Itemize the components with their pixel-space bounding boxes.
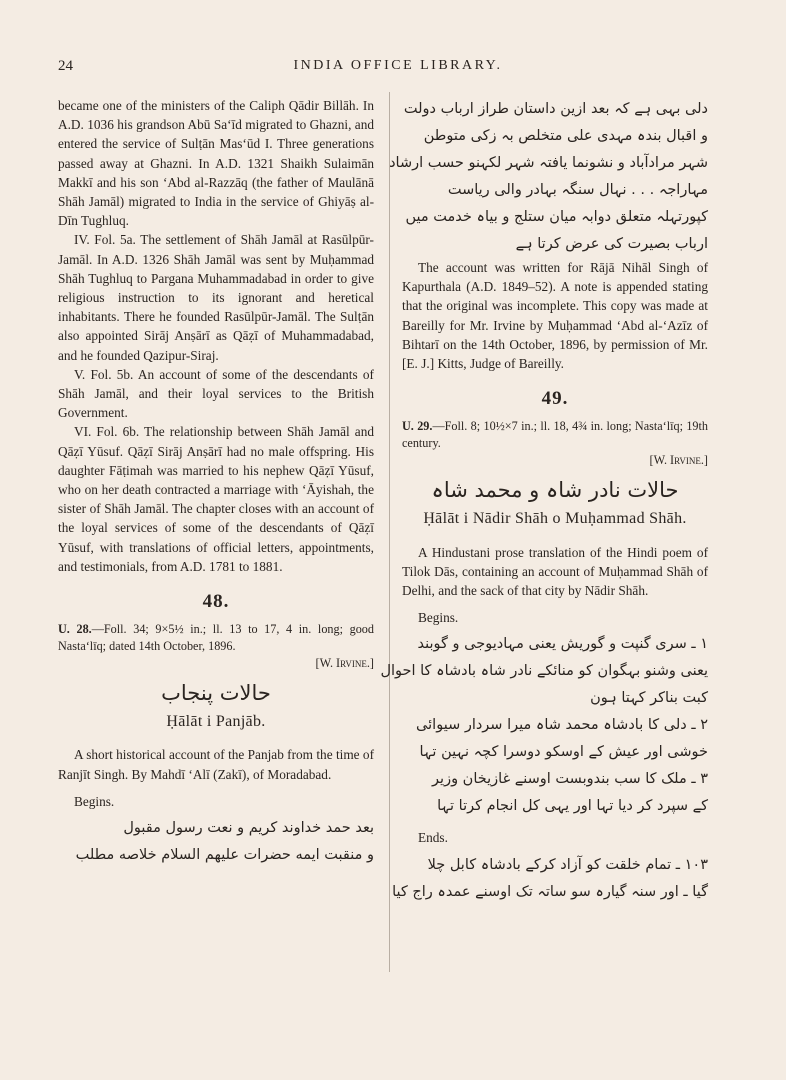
column-divider (389, 92, 390, 972)
physical-description: —Foll. 8; 10½×7 in.; ll. 18, 4¾ in. long; Nasta‘līq; 19th century. (402, 419, 708, 451)
begins-label: Begins. (418, 610, 459, 626)
entry-number: 48. (202, 591, 230, 613)
urdu-line: مہاراجہ . . . نہال سنگہ بہادر والی ریاست (447, 182, 708, 198)
shelfmark: U. 29. (402, 419, 433, 434)
urdu-line: شہر مرادآباد و نشونما یافتہ شہر لکہنو حسب ارشاد (389, 155, 708, 171)
urdu-line: کے سپرد کر دیا تہا اور یہی کل انجام کرتا تہا (437, 798, 708, 815)
left-column (58, 96, 374, 869)
paragraph-fol-5b: V. Fol. 5b. An account of some of the descendants of Shāh Jamāl, and their loyal services to the British Government. (58, 366, 374, 421)
running-title: INDIA OFFICE LIBRARY. (293, 58, 503, 73)
arabic-title: حالات پنجاب (161, 681, 271, 706)
ends-text (392, 852, 708, 906)
urdu-line: ۱ ـ سری گنپت و گوریش یعنی مہادیوجی و گوبند (417, 636, 708, 653)
urdu-line: ۳ ـ ملک کا سب بندوبست اوسنے غازیخان وزیر (432, 771, 708, 788)
entry-number: 49. (541, 388, 569, 410)
entry-48 (58, 592, 374, 869)
attribution: [W. Irvine.] (315, 656, 374, 671)
urdu-continuation (389, 96, 708, 258)
entry-meta (402, 418, 708, 452)
entry-description: A Hindustani prose translation of the Hindi poem of Tilok Dās, containing an account of Muḥammad Shāh of Delhi, and the sack of that city by Nādir Shāh. (402, 544, 708, 599)
urdu-line: و منقبت ایمه حضرات علیهم السلام خلاصه مطلب (75, 847, 374, 864)
urdu-line: ارباب بصیرت کی عرض کرتا ہے (515, 236, 708, 252)
entry-description: A short historical account of the Panjab from the time of Ranjīt Singh. By Mahdī ‘Alī (Zakī), of Moradabad. (58, 747, 374, 782)
urdu-line: کپورتہلہ متعلق دوابہ میان ستلج و بیاہ خدمت میں (405, 209, 708, 225)
begins-text (58, 815, 374, 869)
entry-title: Ḥālāt i Panjāb. (166, 713, 266, 731)
urdu-line: خوشی اور عیش کے اوسکو دوسرا کچہ نہین تہا (419, 744, 708, 761)
paragraph-fol-6b: VI. Fol. 6b. The relationship between Shāh Jamāl and Qāẓī Yūsuf. Qāẓī Sirāj Anṣārī had no male offspring. His daughter Fāṭimah was married to his nephew Qāẓī Yūsuf, who on her death contracted a marriage with ‘Āyishah, the sister of Shāh Jamāl. The chapter closes with an account of the loyal services of some of the descendants of Qāẓī Yūsuf, with translations of official letters, appointments, and testimonials, from A.D. 1781 to 1881. (58, 424, 374, 574)
urdu-line: بعد حمد خداوند کریم و نعت رسول مقبول (123, 820, 374, 837)
ends-label: Ends. (418, 830, 448, 846)
entry-49 (380, 388, 708, 905)
urdu-line: ۱۰۳ ـ تمام خلقت کو آزاد کرکے بادشاہ کابل چلا (427, 856, 708, 873)
urdu-line: گیا ـ اور سنہ گیارہ سو ساتہ تک اوسنے عمدہ راج کیا (392, 883, 708, 900)
urdu-line: یعنی وشنو بہگوان کو منائکے نادر شاہ بادشاہ کا احوال (380, 663, 708, 680)
arabic-title: حالات نادر شاہ و محمد شاہ (431, 478, 679, 503)
entry-title: Ḥālāt i Nādir Shāh o Muḥammad Shāh. (423, 510, 687, 528)
paragraph-account: The account was written for Rājā Nihāl Singh of Kapurthala (A.D. 1849–52). A note is appended stating that the original was incomplete. This copy was made at Bareilly for Mr. Irvine by Muḥammad ‘Abd al-‘Azīz of Bihtarī on the 14th October, 1896, by permission of Mr. [E. J.] Kitts, Judge of Bareilly. (402, 260, 708, 372)
begins-label: Begins. (74, 793, 115, 809)
attribution: [W. Irvine.] (649, 453, 708, 468)
urdu-line: ۲ ـ دلی کا بادشاہ محمد شاہ میرا سردار سیوائی (416, 717, 708, 734)
paragraph-fol-5a: IV. Fol. 5a. The settlement of Shāh Jamāl at Rasūlpūr-Jamāl. In A.D. 1326 Shāh Jamāl was sent by Muḥammad Shāh Tughluq to Pargana Muhammadabad in order to give religious instruction to its ignorant and heretical inhabitants. There he founded Rasūlpūr-Jamāl. The Sulṭān also appointed Sirāj Anṣārī as Qāẓī of Muhammadabad, and he founded Qazipur-Siraj. (58, 232, 374, 363)
paragraph-continuation: became one of the ministers of the Caliph Qādir Billāh. In A.D. 1036 his grandson Abū Sa‘īd migrated to Ghazni, and entered the service of Sulṭān Mas‘ūd I. Three generations passed away at Ghazni. In A.D. 1321 Shaikh Sulaimān Makkī and his son ‘Abd al-Razzāq (the father of Maulānā Shāh Jamāl) migrated to India in the service of Ghiyāṣ al-Dīn Tughluq. (58, 98, 374, 229)
urdu-line: کبت بناکر کہتا ہون (590, 690, 708, 707)
entry-meta (58, 621, 374, 655)
shelfmark: U. 28. (58, 622, 92, 637)
urdu-line: و اقبال بندہ مہدی علی متخلص بہ زکی متوطن (423, 128, 708, 144)
urdu-line: دلی بہی ہے کہ بعد ازین داستان طراز ارباب دولت (403, 101, 708, 117)
right-column (380, 96, 708, 906)
page-number: 24 (58, 58, 73, 74)
page-header (58, 58, 738, 78)
begins-text (380, 631, 708, 820)
physical-description: —Foll. 34; 9×5½ in.; ll. 13 to 17, 4 in. long; good Nasta‘līq; dated 14th October, 1896. (58, 622, 374, 654)
